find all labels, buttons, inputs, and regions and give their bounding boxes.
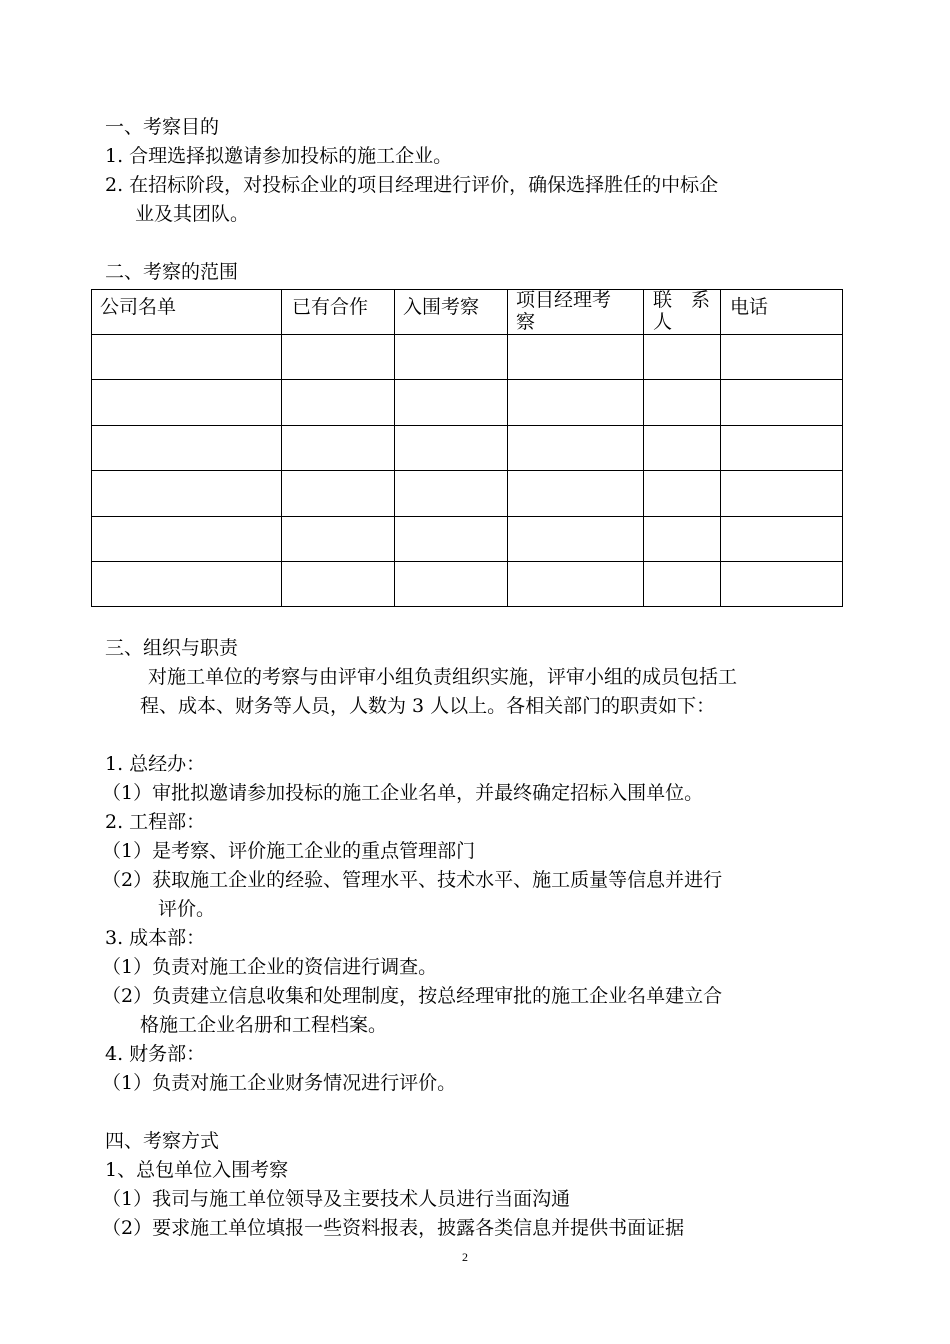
table-cell <box>395 335 508 380</box>
table-cell <box>395 380 508 426</box>
header-existing-cooperation: 已有合作 <box>292 296 369 318</box>
dept-2-duty-2-line-2: 评价。 <box>158 898 216 920</box>
dept-3-duty-2-line-2: 格施工企业名册和工程档案。 <box>140 1014 388 1036</box>
section-1-item-2-line-2: 业及其团队。 <box>135 203 250 225</box>
section-1-title: 一、考察目的 <box>105 116 220 138</box>
header-contact-line-1: 联 系 <box>653 289 711 311</box>
section-1-item-1: 1. 合理选择拟邀请参加投标的施工企业。 <box>105 145 453 167</box>
header-pm-inspection-line-1: 项目经理考 <box>516 289 612 311</box>
table-cell <box>91 471 282 517</box>
header-pm-inspection-line-2: 察 <box>516 311 536 333</box>
table-cell <box>644 517 721 562</box>
dept-1-duty-1: （1）审批拟邀请参加投标的施工企业名单，并最终确定招标入围单位。 <box>102 782 704 804</box>
table-cell <box>282 562 395 607</box>
table-cell <box>721 562 843 607</box>
table-cell <box>508 471 644 517</box>
section-4-sub-1: 1、总包单位入围考察 <box>105 1159 289 1181</box>
dept-1-title: 1. 总经办： <box>105 753 206 775</box>
table-cell <box>644 380 721 426</box>
table-cell <box>282 471 395 517</box>
table-cell <box>508 426 644 471</box>
header-company-list: 公司名单 <box>100 296 177 318</box>
dept-3-duty-2-line-1: （2）负责建立信息收集和处理制度，按总经理审批的施工企业名单建立合 <box>102 985 723 1007</box>
header-shortlist-inspection: 入围考察 <box>403 296 480 318</box>
table-cell <box>644 426 721 471</box>
dept-3-title: 3. 成本部： <box>105 927 206 949</box>
table-cell <box>282 380 395 426</box>
table-cell <box>91 517 282 562</box>
table-cell <box>508 380 644 426</box>
section-4-sub-1-item-2: （2）要求施工单位填报一些资料报表，披露各类信息并提供书面证据 <box>102 1217 685 1239</box>
table-cell <box>91 426 282 471</box>
table-cell <box>282 517 395 562</box>
table-cell <box>91 335 282 380</box>
dept-2-title: 2. 工程部： <box>105 811 206 833</box>
table-cell <box>508 517 644 562</box>
company-table <box>91 289 843 607</box>
dept-4-title: 4. 财务部： <box>105 1043 206 1065</box>
section-3-para-line-1: 对施工单位的考察与由评审小组负责组织实施，评审小组的成员包括工 <box>148 666 738 688</box>
table-cell <box>508 335 644 380</box>
table-cell <box>395 562 508 607</box>
page-number: 2 <box>462 1250 468 1264</box>
table-cell <box>721 471 843 517</box>
table-cell <box>721 517 843 562</box>
section-3-para-line-2: 程、成本、财务等人员，人数为 3 人以上。各相关部门的职责如下： <box>140 695 716 717</box>
table-cell <box>282 335 395 380</box>
section-3-title: 三、组织与职责 <box>105 637 239 659</box>
table-cell <box>91 380 282 426</box>
header-phone: 电话 <box>730 296 769 318</box>
table-cell <box>508 562 644 607</box>
section-4-title: 四、考察方式 <box>105 1130 220 1152</box>
dept-3-duty-1: （1）负责对施工企业的资信进行调查。 <box>102 956 438 978</box>
table-cell <box>721 335 843 380</box>
section-1-item-2-line-1: 2. 在招标阶段，对投标企业的项目经理进行评价，确保选择胜任的中标企 <box>105 174 719 196</box>
section-4-sub-1-item-1: （1）我司与施工单位领导及主要技术人员进行当面沟通 <box>102 1188 571 1210</box>
dept-4-duty-1: （1）负责对施工企业财务情况进行评价。 <box>102 1072 457 1094</box>
dept-2-duty-1: （1）是考察、评价施工企业的重点管理部门 <box>102 840 476 862</box>
table-cell <box>395 471 508 517</box>
table-cell <box>282 426 395 471</box>
section-2-title: 二、考察的范围 <box>105 261 239 283</box>
table-cell <box>91 562 282 607</box>
table-cell <box>395 426 508 471</box>
table-cell <box>644 335 721 380</box>
header-contact-line-2: 人 <box>653 311 673 333</box>
table-cell <box>644 562 721 607</box>
table-cell <box>644 471 721 517</box>
table-cell <box>395 517 508 562</box>
dept-2-duty-2-line-1: （2）获取施工企业的经验、管理水平、技术水平、施工质量等信息并进行 <box>102 869 723 891</box>
table-cell <box>721 380 843 426</box>
table-cell <box>721 426 843 471</box>
